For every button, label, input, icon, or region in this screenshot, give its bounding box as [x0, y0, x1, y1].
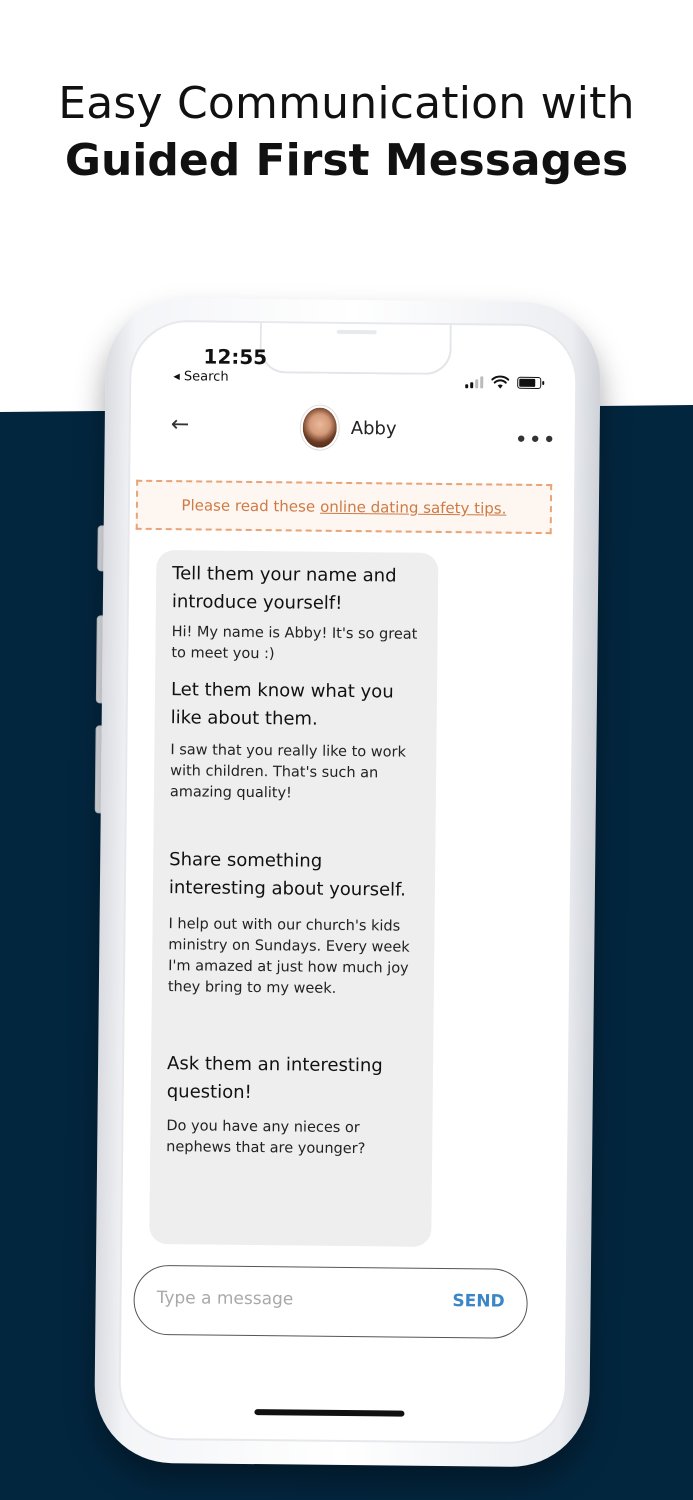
prompt-body: I help out with our church's kids ministry on Sundays. Every week I'm amazed at just how much joy they bring to my week. — [167, 916, 410, 997]
prompt-body: I saw that you really like to work with children. That's such an amazing quality! — [169, 742, 406, 802]
status-back-to-search[interactable]: ◂ Search — [173, 369, 229, 385]
status-icons — [465, 375, 541, 390]
prompt-body: Hi! My name is Abby! It's so great to meet you :) — [171, 624, 418, 663]
chat-header — [130, 402, 577, 469]
signal-icon — [465, 376, 483, 388]
phone-frame — [94, 297, 601, 1467]
status-time: 12:55 — [203, 344, 268, 370]
safety-notice — [136, 480, 553, 534]
phone-mockup — [94, 297, 601, 1467]
send-button[interactable]: SEND — [452, 1291, 505, 1312]
headline — [0, 76, 693, 190]
guided-message-bubble — [149, 550, 438, 1247]
more-dots-icon[interactable]: ••• — [514, 427, 557, 454]
prompt-title: Share something interesting about yourself. — [168, 849, 406, 901]
home-indicator[interactable] — [254, 1409, 404, 1417]
prompt-title: Ask them an interesting question! — [166, 1053, 383, 1104]
avatar[interactable] — [301, 405, 339, 449]
message-input[interactable] — [157, 1288, 427, 1311]
safety-tips-link[interactable]: online dating safety tips. — [320, 497, 507, 518]
message-composer — [133, 1265, 528, 1339]
contact-name[interactable]: Abby — [350, 418, 397, 440]
phone-speaker — [337, 330, 377, 334]
wifi-icon — [491, 375, 509, 389]
headline-line-1: Easy Communication with — [58, 78, 635, 129]
prompt-title: Let them know what you like about them. — [170, 679, 394, 730]
phone-screen — [118, 320, 578, 1445]
prompt-title: Tell them your name and introduce yourself! — [171, 563, 397, 614]
safety-notice-text: Please read these — [181, 496, 316, 516]
headline-line-2: Guided First Messages — [64, 135, 629, 186]
prompt-body: Do you have any nieces or nephews that are younger? — [166, 1118, 366, 1158]
back-arrow-icon[interactable]: ← — [170, 412, 190, 438]
battery-icon — [517, 377, 541, 389]
